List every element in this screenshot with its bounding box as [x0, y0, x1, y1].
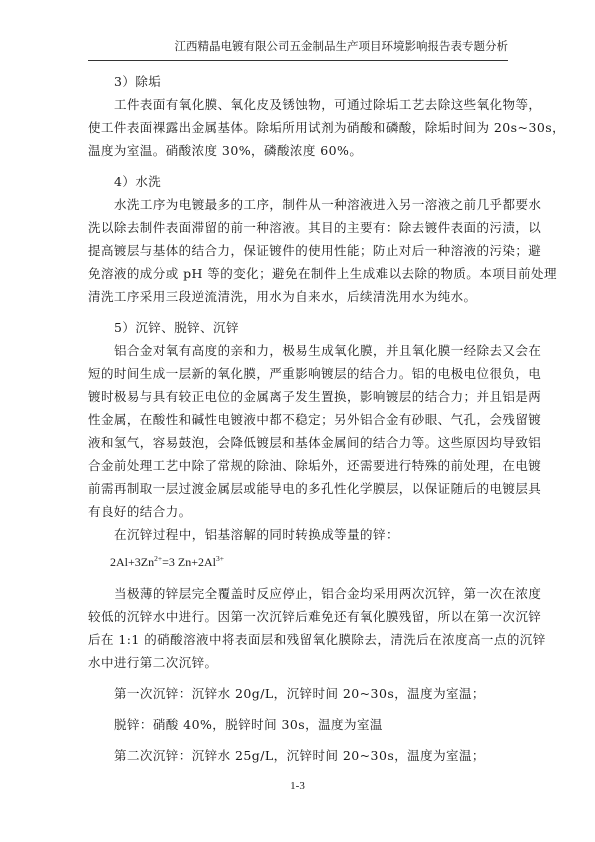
paragraph-line: 水中进行第二次沉锌。: [88, 655, 218, 670]
page-header: [88, 38, 508, 61]
equation-right: =3 Zn+2Al: [162, 555, 216, 569]
parameter-line: 脱锌：硝酸 40%，脱锌时间 30s，温度为室温: [114, 717, 383, 732]
section-heading-zincating: 5）沉锌、脱锌、沉锌: [114, 320, 239, 335]
document-body: [88, 70, 566, 767]
page-number: 1-3: [290, 780, 305, 792]
paragraph-line: 有良好的结合力。: [88, 504, 192, 519]
header-title: 江西精晶电镀有限公司五金制品生产项目环境影响报告表专题分析: [174, 39, 508, 53]
paragraph-line: 水洗工序为电镀最多的工序，制件从一种溶液进入另一溶液之前几乎都要水: [114, 197, 542, 212]
parameter-line: 第二次沉锌：沉锌水 25g/L，沉锌时间 20~30s，温度为室温；: [114, 748, 485, 763]
paragraph-line: 后在 1:1 的硝酸溶液中将表面层和残留氧化膜除去，清洗后在浓度高一点的沉锌: [88, 632, 546, 647]
equation-right-charge: 3+: [215, 554, 224, 563]
paragraph-line: 清洗工序采用三段逆流清洗，用水为自来水，后续清洗用水为纯水。: [88, 289, 477, 304]
paragraph-line: 较低的沉锌水中进行。因第一次沉锌后难免还有氧化膜残留，所以在第一次沉锌: [88, 609, 542, 624]
paragraph-line: 铝合金对氧有高度的亲和力，极易生成氧化膜，并且氧化膜一经除去又会在: [114, 343, 542, 358]
parameter-line: 第一次沉锌：沉锌水 20g/L，沉锌时间 20~30s，温度为室温；: [114, 686, 485, 701]
equation-left-charge: 2+: [154, 554, 163, 563]
paragraph-line: 提高镀层与基体的结合力，保证镀件的使用性能；防止对后一种溶液的污染；避: [88, 243, 542, 258]
equation-left: 2Al+3Zn: [110, 555, 155, 569]
section-heading-descaling: 3）除垢: [114, 74, 162, 89]
paragraph-line: 当极薄的锌层完全覆盖时反应停止，铝合金均采用两次沉锌，第一次在浓度: [114, 586, 542, 601]
paragraph-line: 温度为室温。硝酸浓度 30%，磷酸浓度 60%。: [88, 143, 363, 158]
paragraph-line: 性金属，在酸性和碱性电镀液中都不稳定；另外铝合金有砂眼、气孔，会残留镀: [88, 412, 542, 427]
paragraph-line: 工件表面有氧化膜、氧化皮及锈蚀物，可通过除垢工艺去除这些氧化物等，: [114, 97, 542, 112]
paragraph-line: 短的时间生成一层新的氧化膜，严重影响镀层的结合力。铝的电极电位很负，电: [88, 366, 542, 381]
paragraph-line: 在沉锌过程中，铝基溶解的同时转换成等量的锌：: [114, 527, 399, 542]
paragraph-line: 液和氢气，容易鼓泡，会降低镀层和基体金属间的结合力等。这些原因均导致铝: [88, 435, 542, 450]
paragraph-line: 合金前处理工艺中除了常规的除油、除垢外，还需要进行特殊的前处理，在电镀: [88, 458, 542, 473]
paragraph-line: 免溶液的成分或 pH 等的变化；避免在制件上生成难以去除的物质。本项目前处理: [88, 266, 557, 281]
paragraph-line: 前需再制取一层过渡金属层或能导电的多孔性化学膜层，以保证随后的电镀层具: [88, 481, 542, 496]
paragraph-line: 镀时极易与具有较正电位的金属离子发生置换，影响镀层的结合力；并且铝是两: [88, 389, 542, 404]
paragraph-line: 使工件表面裸露出金属基体。除垢所用试剂为硝酸和磷酸，除垢时间为 20s~30s，: [88, 120, 566, 135]
section-heading-washing: 4）水洗: [114, 174, 162, 189]
chemical-equation: [88, 546, 508, 574]
paragraph-line: 洗以除去制件表面滞留的前一种溶液。其目的主要有：除去镀件表面的污渍，以: [88, 220, 542, 235]
